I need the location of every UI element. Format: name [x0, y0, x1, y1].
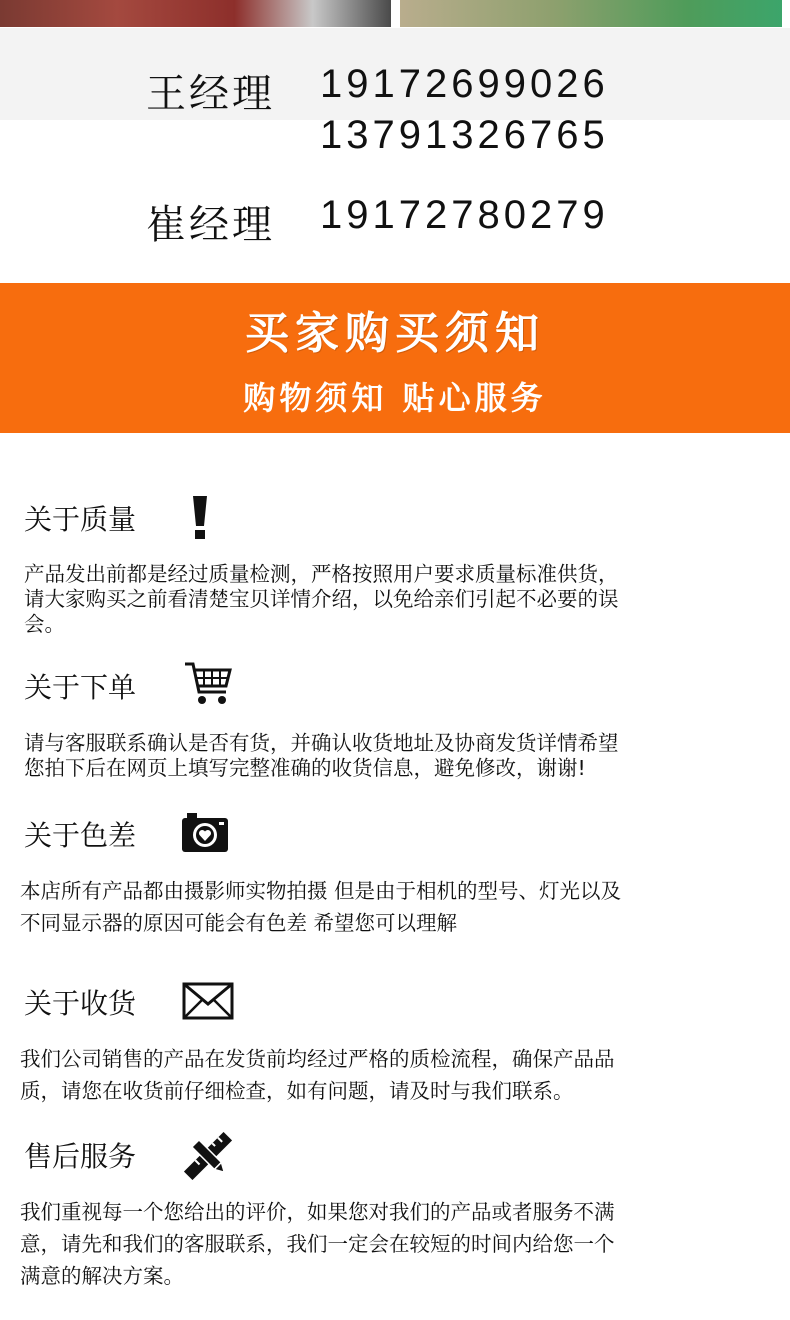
pencil-ruler-icon — [184, 1132, 232, 1180]
section-body-order — [24, 731, 619, 781]
body-line: 不同显示器的原因可能会有色差 希望您可以理解 — [20, 911, 458, 935]
body-line: 质，请您在收货前仔细检查，如有问题，请及时与我们联系。 — [20, 1079, 574, 1103]
body-line: 本店所有产品都由摄影师实物拍摄 但是由于相机的型号、灯光以及 — [20, 879, 622, 903]
section-heading-after-sales: 售后服务 — [24, 1140, 137, 1173]
body-line: 会。 — [24, 612, 65, 636]
section-heading-quality: 关于质量 — [24, 503, 137, 536]
body-line: 请大家购买之前看清楚宝贝详情介绍，以免给亲们引起不必要的误 — [24, 587, 619, 611]
body-line: 请与客服联系确认是否有货，并确认收货地址及协商发货详情希望 — [24, 731, 619, 755]
body-line: 您拍下后在网页上填写完整准确的收货信息，避免修改，谢谢! — [24, 756, 586, 780]
contact-phone: 13791326765 — [320, 113, 609, 157]
body-line: 意，请先和我们的客服联系，我们一定会在较短的时间内给您一个 — [20, 1232, 615, 1256]
body-line: 满意的解决方案。 — [20, 1264, 184, 1288]
envelope-icon — [182, 982, 234, 1020]
product-photo-right — [400, 0, 782, 27]
contact-name: 崔经理 — [146, 202, 275, 248]
banner-subtitle: 购物须知 贴心服务 — [243, 379, 547, 417]
section-heading-order: 关于下单 — [24, 671, 137, 704]
exclamation-icon — [190, 496, 210, 540]
notice-banner — [0, 283, 790, 433]
body-line: 我们公司销售的产品在发货前均经过严格的质检流程，确保产品品 — [20, 1047, 615, 1071]
banner-title: 买家购买须知 — [245, 308, 545, 359]
section-body-color — [20, 875, 621, 939]
shopping-cart-icon — [182, 658, 234, 708]
section-body-receiving — [20, 1043, 615, 1107]
section-body-after-sales — [20, 1196, 615, 1292]
contact-phone: 19172699026 — [320, 62, 609, 106]
camera-icon — [181, 810, 229, 854]
product-photo-strip — [0, 0, 790, 28]
contact-phone: 19172780279 — [320, 193, 609, 237]
section-heading-receiving: 关于收货 — [24, 987, 137, 1020]
section-body-quality — [24, 562, 619, 637]
body-line: 我们重视每一个您给出的评价，如果您对我们的产品或者服务不满 — [20, 1200, 615, 1224]
product-photo-left — [0, 0, 391, 27]
contact-name: 王经理 — [146, 71, 275, 117]
section-heading-color: 关于色差 — [24, 819, 137, 852]
body-line: 产品发出前都是经过质量检测，严格按照用户要求质量标准供货， — [24, 562, 619, 586]
